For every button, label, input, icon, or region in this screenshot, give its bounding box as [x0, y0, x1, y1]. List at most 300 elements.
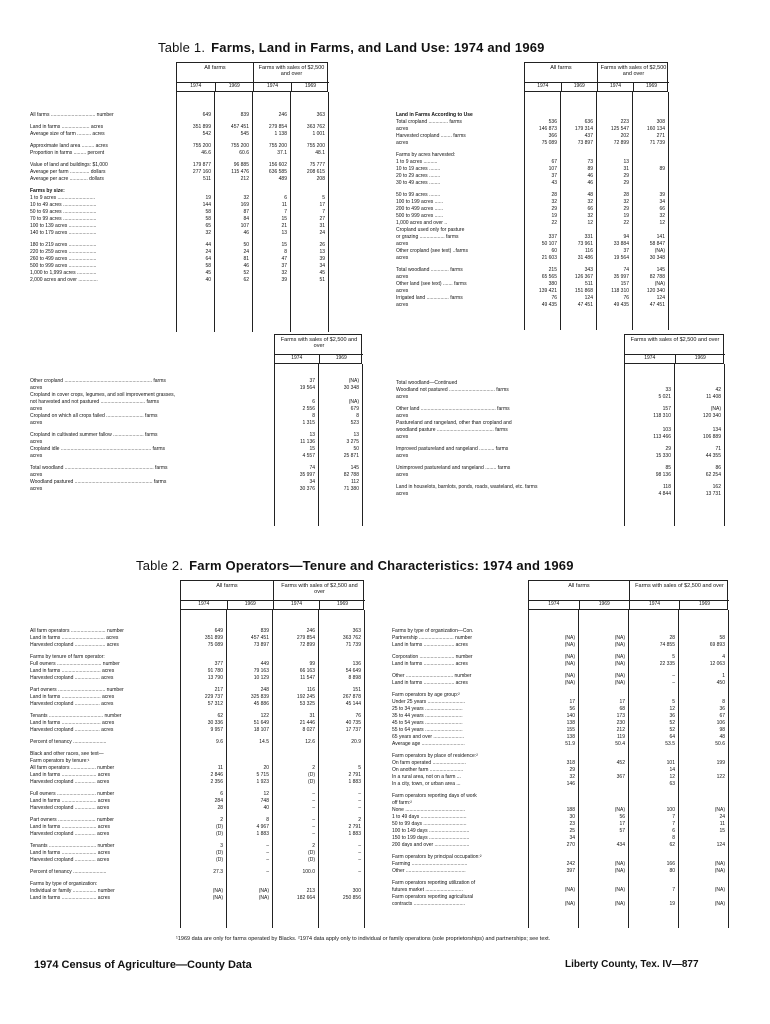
- t1-right-row: [396, 126, 668, 133]
- t1-right-row-value: 145: [656, 267, 665, 273]
- header-all-farms: [529, 581, 629, 609]
- t1-right-row-label: 500 to 999 acres ......: [396, 213, 443, 219]
- header-years: [177, 82, 253, 91]
- t2-right-row-value: 63: [669, 781, 675, 787]
- t2-right-row-label: 50 to 99 days ...............................: [392, 821, 467, 827]
- t2-left-row-value: 11 547: [300, 675, 315, 681]
- t2-left-row-value: 213: [306, 888, 315, 894]
- t1-right-row-label: 1 to 9 acres ..........: [396, 159, 438, 165]
- t1-bl-row-value: 13: [309, 432, 315, 438]
- header-years: [525, 82, 597, 91]
- t2-left-row-value: 2 846: [210, 772, 223, 778]
- t2-left-row-value: –: [312, 798, 315, 804]
- t2-right-row-value: (NA): [614, 868, 625, 874]
- t1-bl-row-value: 82 788: [343, 472, 359, 478]
- t1-left-row-value: 115 476: [231, 169, 249, 175]
- t1-right-row: [396, 152, 668, 159]
- t2-left-row: [30, 765, 364, 772]
- header-year-1969: 1969: [561, 83, 598, 91]
- t2-left-row: [30, 772, 364, 779]
- t1-left-row: [30, 263, 328, 270]
- t1-left-row-label: 220 to 259 acres ....................: [30, 249, 97, 255]
- header-sales-2500: [597, 63, 669, 91]
- t1-br-row-value: 118: [663, 484, 671, 490]
- t1-right-row: [396, 199, 668, 206]
- t2-left-row-value: –: [358, 791, 361, 797]
- t2-right-row-value: [678, 753, 728, 760]
- t1-br-row-value: 120 340: [702, 413, 721, 419]
- t1-br-row-label: acres: [396, 413, 409, 419]
- t2-right-row-value: 17: [619, 699, 625, 705]
- t1-left-row-value: 45: [319, 270, 325, 276]
- t1-bl-row-value: 8: [356, 413, 359, 419]
- t1-bl-row: [30, 472, 362, 479]
- t2-left-row-value: 4 967: [256, 824, 269, 830]
- t1-br-row-value: 162: [712, 484, 721, 490]
- t2-right-row-value: 7: [672, 814, 675, 820]
- t2-right-row-value: 6: [672, 828, 675, 834]
- t2-left-row-label: All farm operators .................. number: [30, 765, 115, 771]
- t1-left-row: [30, 169, 328, 176]
- footnote: ¹1969 data are only for farms operated by Blacks. ²1974 data apply only to individual or family operations (sole proprietorships) and partnerships; see text.: [176, 936, 551, 942]
- t1-br-row-value: 13 731: [705, 491, 721, 497]
- t2-left-row-value: 2 791: [348, 824, 361, 830]
- t1-left-row-value: 27: [319, 216, 325, 222]
- t2-left-row-value: –: [266, 869, 269, 875]
- t1-left-row-value: 277 160: [192, 169, 211, 175]
- t2-right-row-value: 8: [672, 835, 675, 841]
- header-years: [625, 354, 725, 363]
- t2-right-row-value: (NA): [564, 661, 575, 667]
- t2-right-row-value: (NA): [614, 635, 625, 641]
- t2-left-row-label: Harvested cropland .................. acres: [30, 727, 114, 733]
- t1-left-row-value: 39: [319, 256, 325, 262]
- t1-right-row: [396, 302, 668, 309]
- t2-left-row-value: –: [358, 798, 361, 804]
- t1-br-row-value: (NA): [710, 406, 721, 412]
- t2-right-row-value: 29: [569, 767, 575, 773]
- t1-right-row-value: 22: [551, 220, 557, 226]
- t1-left-row-value: 11: [281, 202, 287, 208]
- t1-br-row-value: 103: [662, 427, 671, 433]
- t1-right-row-value: 22: [623, 220, 629, 226]
- t1-br-row-label: acres: [396, 472, 409, 478]
- t1-left-row-value: 65: [205, 223, 211, 229]
- t1-right-row-label: Irrigated land ................ farms: [396, 295, 463, 301]
- t2-right-row-value: 212: [616, 727, 625, 733]
- t2-right-row-value: 36: [719, 706, 725, 712]
- t1-right-row-label: Cropland used only for pasture: [396, 227, 465, 233]
- t2-left-row-value: (NA): [258, 895, 269, 901]
- t2-left-row-value: 30 336: [207, 720, 223, 726]
- t2-right-row-label: On another farm ........................: [392, 767, 464, 773]
- t1-right-row-value: 67: [551, 159, 557, 165]
- t1-right-row-value: 202: [620, 133, 629, 139]
- t1-right-row-value: 73 897: [577, 140, 593, 146]
- t1-bl-row-label: acres: [30, 439, 43, 445]
- t2-right-row-value: (NA): [714, 887, 725, 893]
- t2-right-row-value: [628, 854, 678, 861]
- t1-right-row-value: [524, 112, 560, 119]
- t1-right-row-value: 46: [587, 173, 593, 179]
- column-rule: [578, 610, 579, 928]
- t2-right-row-value: (NA): [614, 680, 625, 686]
- t2-right-row-value: [578, 835, 628, 842]
- t2-right-row-value: 22 335: [659, 661, 675, 667]
- t1-right-row: [396, 241, 668, 248]
- t2-left-row-value: –: [358, 843, 361, 849]
- t1-right-rows: [396, 112, 668, 309]
- t1-left-row-value: 24: [243, 249, 249, 255]
- t1-bl-row-label: Cropland in cover crops, legumes, and soil improvement grasses,: [30, 392, 176, 398]
- t2-right-row-value: 12: [669, 774, 675, 780]
- t2-left-row-value: –: [312, 805, 315, 811]
- t2-right-row-value: [578, 753, 628, 760]
- t1-left-row-value: 46.6: [201, 150, 211, 156]
- t1-right-row-value: 157: [620, 281, 629, 287]
- header-year-1974: 1974: [648, 601, 661, 608]
- t2-right-row-label: 1 to 49 days .................................: [392, 814, 467, 820]
- t2-left-row-value: –: [358, 869, 361, 875]
- t2-left-row-value: (D): [216, 831, 223, 837]
- t1-left-row-label: Proportion in farms ......... percent: [30, 150, 105, 156]
- t1-left-row-value: 31: [319, 223, 325, 229]
- t2-left-row-value: (D): [308, 779, 315, 785]
- t1-left-row: [30, 150, 328, 157]
- t2-right-row-value: [528, 800, 578, 807]
- t2-right-row-value: 19: [669, 901, 675, 907]
- t2-left-row-value: 229 737: [204, 694, 223, 700]
- t1-right-row-value: 72 899: [613, 140, 629, 146]
- t2-left-row-value: [226, 751, 272, 758]
- header-year-1969: 1969: [215, 83, 254, 91]
- t1-right-row-label: 100 to 199 acres ......: [396, 199, 443, 205]
- t2-right-row-value: 7: [672, 887, 675, 893]
- t2-left-row-value: (D): [216, 857, 223, 863]
- t1-right-row-value: [596, 152, 632, 159]
- t1-right-row-value: [632, 159, 668, 166]
- t1-br-row-value: 106 889: [702, 434, 721, 440]
- t2-right-row-value: (NA): [564, 673, 575, 679]
- t1-right-row-value: 29: [623, 180, 629, 186]
- t2-right-row-label: 65 years and over ......................: [392, 734, 464, 740]
- t1-left-row: [30, 230, 328, 237]
- t2-left-row: [30, 869, 364, 876]
- t2-right-row-value: 32: [569, 774, 575, 780]
- t2-left-row-label: Harvested cropland .................. acres: [30, 675, 114, 681]
- t1-bl-row: [30, 446, 362, 453]
- t1-left-row-label: 180 to 219 acres ....................: [30, 242, 97, 248]
- t1-right-row-value: 32: [587, 199, 593, 205]
- t2-left-row-value: [226, 881, 272, 888]
- t2-left-row-value: 40 735: [345, 720, 361, 726]
- t1-right-row-value: 30 348: [649, 255, 665, 261]
- t2-right-row-value: [628, 628, 678, 635]
- t2-left-row: [30, 798, 364, 805]
- t2-right-row-value: 138: [566, 720, 575, 726]
- t1-right-row-value: [632, 180, 668, 187]
- t2-left-row: [30, 751, 364, 758]
- t2-right-row-label: 100 to 149 days .............................: [392, 828, 470, 834]
- t2-left-row: [30, 661, 364, 668]
- t2-left-row-value: [226, 758, 272, 765]
- t2-right-row-label: 35 to 44 years ...........................: [392, 713, 463, 719]
- t2-left-row: [30, 628, 364, 635]
- t1-right-row-value: 126 367: [574, 274, 593, 280]
- t2-right-row-value: 12 063: [709, 661, 725, 667]
- t2-right-row-value: 230: [616, 720, 625, 726]
- t1-left-row-value: 37: [281, 263, 287, 269]
- t1-left-row-value: 62: [243, 277, 249, 283]
- t2-left-row-label: Land in farms ............................... acres: [30, 635, 119, 641]
- t1-left-row-value: 24: [319, 230, 325, 236]
- t2-left-row: [30, 675, 364, 682]
- t2-left-row-value: 57 312: [207, 701, 223, 707]
- t2-left-row-value: 284: [214, 798, 223, 804]
- t2-left-row-value: 2: [358, 817, 361, 823]
- t1-right-row-value: 19 564: [613, 255, 629, 261]
- t2-right-row-value: 12: [669, 706, 675, 712]
- column-rule: [362, 364, 363, 526]
- t1-bl-row-value: 30 376: [299, 486, 315, 492]
- t1-left-row-value: 13: [319, 249, 325, 255]
- t1-bl-row: [30, 439, 362, 446]
- t2-left-row-value: –: [312, 824, 315, 830]
- header-group-label: All farms: [216, 583, 238, 589]
- t1-left-row: [30, 162, 328, 169]
- t2-right-row-label: Under 25 years ...........................: [392, 699, 466, 705]
- column-rule: [176, 92, 177, 332]
- t2-left-row-value: 2: [220, 817, 223, 823]
- t2-left-row-value: 27.3: [213, 869, 223, 875]
- t2-right-row-value: 53.5: [665, 741, 675, 747]
- t1-bl-row-value: 145: [350, 465, 359, 471]
- header-year-1969: 1969: [319, 355, 364, 363]
- t1-bl-row-value: 8: [312, 413, 315, 419]
- header-group-label: Farms with sales of $2,500 and over: [281, 583, 358, 596]
- t1-left-row: [30, 188, 328, 195]
- t2-left-row-value: 351 899: [204, 635, 223, 641]
- t1-br-row-value: [674, 420, 724, 427]
- t2-left-row: [30, 758, 364, 765]
- t2-left-row-value: 72 899: [299, 642, 315, 648]
- header-year-1969: 1969: [227, 601, 274, 609]
- t1-right-row-value: 271: [656, 133, 665, 139]
- t2-left-row: [30, 713, 364, 720]
- t2-right-row-value: 64: [669, 734, 675, 740]
- header-sales-2500: [625, 335, 725, 363]
- column-header: [180, 580, 364, 610]
- t1-left-row: [30, 216, 328, 223]
- header-group-label: Farms with sales of $2,500 and over: [635, 583, 724, 589]
- t1-bl-row-value: 35 997: [299, 472, 315, 478]
- t1-left-row-label: 140 to 179 acres ....................: [30, 230, 97, 236]
- t1-right-row-value: 636: [584, 119, 593, 125]
- t2-left-row-value: 217: [214, 687, 223, 693]
- t2-right-row-value: 98: [719, 727, 725, 733]
- header-group-label: Farms with sales of $2,500 and over: [258, 65, 325, 78]
- t2-right-row-value: 23: [569, 821, 575, 827]
- t2-right-row-value: (NA): [714, 901, 725, 907]
- t2-left-row-label: Farm operators by tenure:¹: [30, 758, 90, 764]
- header-sales-2500: [275, 335, 363, 363]
- t1-right-row-value: 71 739: [649, 140, 665, 146]
- t2-right-row-value: (NA): [614, 673, 625, 679]
- t2-right-row-value: 56: [619, 814, 625, 820]
- t2-left-row-value: 151: [352, 687, 361, 693]
- header-all-farms: [525, 63, 597, 91]
- t1-right-row: [396, 227, 668, 234]
- t2-right-row-value: 11: [719, 821, 725, 827]
- t2-left-row-value: 2: [312, 843, 315, 849]
- t1-left-row: [30, 202, 328, 209]
- t1-left-row: [30, 223, 328, 230]
- t1-left-row-value: 1 001: [312, 131, 325, 137]
- t2-left-row-value: 45 886: [253, 701, 269, 707]
- t1-left-row-value: 45: [205, 270, 211, 276]
- t1-bl-row-value: 112: [351, 479, 359, 485]
- t1-left-row-value: 246: [278, 112, 287, 118]
- t1-right-row-value: 139 421: [538, 288, 557, 294]
- t2-left-row-value: 250 856: [342, 895, 361, 901]
- t2-left-row-value: 136: [352, 661, 361, 667]
- t2-left-row-value: –: [358, 805, 361, 811]
- t1-right-row-value: 75 089: [541, 140, 557, 146]
- t1-left-row-value: 144: [202, 202, 211, 208]
- table2-title: [136, 558, 574, 573]
- t2-left-row-value: 10 129: [253, 675, 269, 681]
- t2-right-row-value: [528, 880, 578, 887]
- t1-left-row-value: 457 451: [230, 124, 249, 130]
- t1-bl-row-label: acres: [30, 453, 43, 459]
- t1-right-row: [396, 295, 668, 302]
- header-years: [181, 600, 273, 609]
- t2-right-row-value: 4: [722, 654, 725, 660]
- t1-bl-row-label: not harvested and not pastured ................................ farms: [30, 399, 159, 405]
- t2-right-row-value: [678, 880, 728, 887]
- column-rule: [560, 92, 561, 330]
- t1-right-row-label: Farms by acres harvested:: [396, 152, 456, 158]
- t2-right-row-value: 138: [566, 734, 575, 740]
- t1-right-row: [396, 173, 668, 180]
- t1-right-row-value: (NA): [654, 248, 665, 254]
- t2-right-row-value: (NA): [614, 661, 625, 667]
- footer-county-page: Liberty County, Tex. IV—877: [565, 959, 699, 970]
- t2-left-row-label: Full owners ................................ number: [30, 661, 120, 667]
- t2-left-row-value: [318, 654, 364, 661]
- t2-right-row-value: 80: [669, 868, 675, 874]
- t2-left-row-value: [318, 758, 364, 765]
- t1-left-row-value: 7: [284, 209, 287, 215]
- t2-left-row-value: 51 649: [253, 720, 269, 726]
- t1-right-row-value: 47 451: [649, 302, 665, 308]
- t2-right-row-value: (NA): [614, 807, 625, 813]
- t1-right-row-label: acres: [396, 302, 409, 308]
- t2-right-row-value: 188: [566, 807, 575, 813]
- t1-left-row-value: 84: [243, 216, 249, 222]
- t1-right-row: [396, 192, 668, 199]
- t1-left-row-value: 489: [278, 176, 287, 182]
- t1-right-row-value: 65 565: [541, 274, 557, 280]
- t1-right-row-label: Total cropland .............. farms: [396, 119, 462, 125]
- t1-right-row-label: 200 to 499 acres ......: [396, 206, 443, 212]
- t1-right-row-value: 47 451: [577, 302, 593, 308]
- t2-left-row-value: 20: [263, 765, 269, 771]
- t2-left-row-value: 62: [217, 713, 223, 719]
- t2-right-row-value: [678, 767, 728, 774]
- t1-right-row-value: 76: [623, 295, 629, 301]
- t2-left-row: [30, 857, 364, 864]
- t1-bl-row-value: 679: [350, 406, 359, 412]
- t2-right-row-value: (NA): [564, 635, 575, 641]
- t1-right-row-value: 73 961: [577, 241, 593, 247]
- t2-right-row-value: 124: [716, 842, 725, 848]
- t1-bl-row: [30, 479, 362, 486]
- t1-right-row-value: 120 340: [646, 288, 665, 294]
- t1-br-row-value: 33: [665, 387, 671, 393]
- t2-right-row-value: [528, 628, 578, 635]
- t2-right-row-value: 56: [569, 706, 575, 712]
- header-group-label: Farms with sales of $2,500 and over: [630, 337, 720, 343]
- t1-right-row-label: Other cropland (see text) ..farms: [396, 248, 468, 254]
- t1-br-row-value: [624, 380, 674, 387]
- column-rule: [180, 610, 181, 928]
- t2-right-row-label: Farm operators reporting days of work: [392, 793, 477, 799]
- t2-left-row-value: 17 737: [345, 727, 361, 733]
- t1-left-row-value: 279 854: [268, 124, 287, 130]
- t1-br-row-value: 85: [665, 465, 671, 471]
- t2-right-row-value: (NA): [614, 642, 625, 648]
- t1-left-row: [30, 195, 328, 202]
- t2-right-row-label: 150 to 199 days .............................: [392, 835, 470, 841]
- t1-left-row-value: 58: [205, 263, 211, 269]
- t2-right-row-value: (NA): [714, 807, 725, 813]
- t1-br-row-value: 4 844: [658, 491, 671, 497]
- t1-right-row-value: 31 486: [577, 255, 593, 261]
- t2-right-row-value: 155: [566, 727, 575, 733]
- t1-right-row: [396, 274, 668, 281]
- t1-br-row-value: 134: [712, 427, 721, 433]
- t2-right-row-value: 450: [716, 680, 725, 686]
- t2-left-row-label: Land in farms ......................... acres: [30, 772, 111, 778]
- t1-br-row-label: Unimproved pastureland and rangeland ........ farms: [396, 465, 511, 471]
- t1-left-row-label: Land in farms .................... acres: [30, 124, 104, 130]
- t1-left-row-value: 52: [243, 270, 249, 276]
- t1-right-row-value: 343: [584, 267, 593, 273]
- t1-right-row-value: 76: [551, 295, 557, 301]
- t2-right-row-value: [628, 753, 678, 760]
- t1-left-row-label: Farms by size:: [30, 188, 65, 194]
- t1-left-row-value: 48.1: [315, 150, 325, 156]
- t1-right-row-value: [524, 152, 560, 159]
- t1-bl-row: [30, 385, 362, 392]
- t2-right-row-value: 68: [619, 706, 625, 712]
- t1-right-row-value: 160 134: [646, 126, 665, 132]
- t2-left-row-value: (D): [308, 857, 315, 863]
- t1-right-row-value: 32: [551, 199, 557, 205]
- column-rule: [524, 92, 525, 330]
- t2-left-row-label: Land in farms ......................... acres: [30, 798, 111, 804]
- t2-right-row-value: [528, 793, 578, 800]
- t2-right-row-value: 119: [617, 734, 625, 740]
- t2-left-row: [30, 687, 364, 694]
- t1-bl-row-value: [318, 392, 362, 399]
- t1-br-row-value: 157: [662, 406, 671, 412]
- table1-number: Table 1.: [158, 40, 206, 55]
- t2-left-row-label: Land in farms ......................... acres: [30, 824, 111, 830]
- t2-left-row-value: 325 839: [250, 694, 269, 700]
- t2-right-row-value: (NA): [714, 861, 725, 867]
